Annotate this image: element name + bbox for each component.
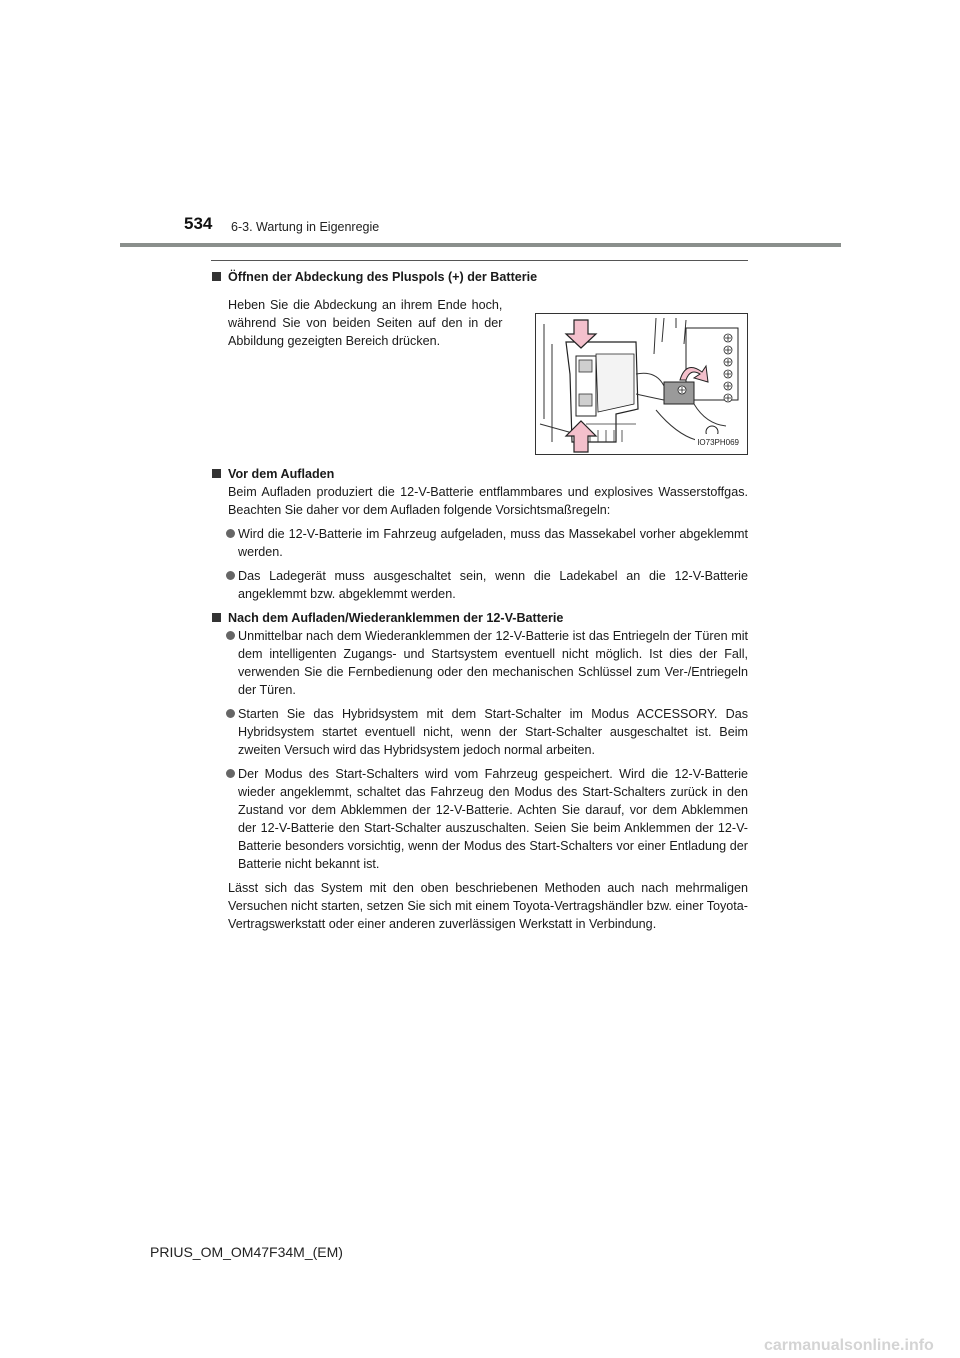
list-item xyxy=(211,765,748,873)
watermark-text: carmanualsonline.info xyxy=(764,1337,934,1354)
heading-open-cover xyxy=(211,268,748,286)
heading-text: Nach dem Aufladen/Wiederanklemmen der 12-V-Batterie xyxy=(228,611,564,625)
list-item-text: Unmittelbar nach dem Wiederanklemmen der 12-V-Batterie ist das Entriegeln der Türen mit dem intelligenten Zugangs- und Startsystem eventuell nicht möglich. Ist dies der Fall, verwenden Sie die Fernbedienung oder den mechanischen Schlüssel zum Ver-/Entriegeln der Türen. xyxy=(238,629,748,697)
square-bullet-icon xyxy=(212,272,221,281)
list-item xyxy=(211,525,748,561)
heading-text: Öffnen der Abdeckung des Pluspols (+) der Batterie xyxy=(228,270,538,284)
list-item-text: Der Modus des Start-Schalters wird vom Fahrzeug gespeichert. Wird die 12-V-Batterie wieder angeklemmt, schaltet das Fahrzeug den Modus des Start-Schalters zurück in den Zustand vor dem Abklemmen der 12-V-Batterie. Achten Sie darauf, vor dem Abklemmen der 12-V-Batterie den Start-Schalter auszuschalten. Seien Sie beim Anklemmen der 12-V-Batterie besonders vorsichtig, wenn der Modus des Start-Schalters vor einer Entladung der Batterie nicht bekannt ist. xyxy=(238,767,748,871)
square-bullet-icon xyxy=(212,613,221,622)
closing-paragraph: Lässt sich das System mit den oben beschriebenen Methoden auch nach mehrmaligen Versuchen nicht starten, setzen Sie sich mit einem Toyota-Vertragshändler bzw. einer Toyota-Vertragswerkstatt oder einer anderen zuverlässigen Werkstatt in Verbindung. xyxy=(228,881,748,931)
charging-intro: Beim Aufladen produziert die 12-V-Batterie entflammbares und explosives Wasserstoffgas. Beachten Sie daher vor dem Aufladen folgende Vorsichtsmaßregeln: xyxy=(228,485,748,517)
figure-code: IO73PH069 xyxy=(695,434,741,452)
page-number: 534 xyxy=(184,214,213,233)
section-title: 6-3. Wartung in Eigenregie xyxy=(231,220,380,234)
list-item xyxy=(211,567,748,603)
intro-row xyxy=(211,296,748,455)
footer-doc-code: PRIUS_OM_OM47F34M_(EM) xyxy=(150,1244,343,1260)
watermark-logo xyxy=(760,1330,960,1358)
content xyxy=(211,268,748,933)
list-item-text: Starten Sie das Hybridsystem mit dem Start-Schalter im Modus ACCESSORY. Das Hybridsystem startet eventuell nicht, wenn der Start-Schalter ausgeschaltet ist. Beim zweiten Versuch wird das Hybridsystem jedoch normal arbeiten. xyxy=(238,707,748,757)
square-bullet-icon xyxy=(212,469,221,478)
cover-instruction: Heben Sie die Abdeckung an ihrem Ende hoch, während Sie von beiden Seiten auf den in der Abbildung gezeigten Bereich drücken. xyxy=(228,298,503,348)
battery-illustration xyxy=(536,314,747,454)
list-item-text: Wird die 12-V-Batterie im Fahrzeug aufgeladen, muss das Massekabel vorher abgeklemmt werden. xyxy=(238,527,748,559)
battery-figure xyxy=(535,313,748,455)
circle-bullet-icon xyxy=(226,571,235,580)
circle-bullet-icon xyxy=(226,769,235,778)
heading-before-charging xyxy=(211,465,748,483)
circle-bullet-icon xyxy=(226,709,235,718)
circle-bullet-icon xyxy=(226,529,235,538)
heading-after-charging xyxy=(211,609,748,627)
list-item xyxy=(211,627,748,699)
list-item-text: Das Ladegerät muss ausgeschaltet sein, wenn die Ladekabel an die 12-V-Batterie angeklemmt bzw. abgeklemmt werden. xyxy=(238,569,748,601)
header-bar xyxy=(120,243,841,247)
circle-bullet-icon xyxy=(226,631,235,640)
list-item xyxy=(211,705,748,759)
top-rule xyxy=(211,260,748,261)
heading-text: Vor dem Aufladen xyxy=(228,467,335,481)
